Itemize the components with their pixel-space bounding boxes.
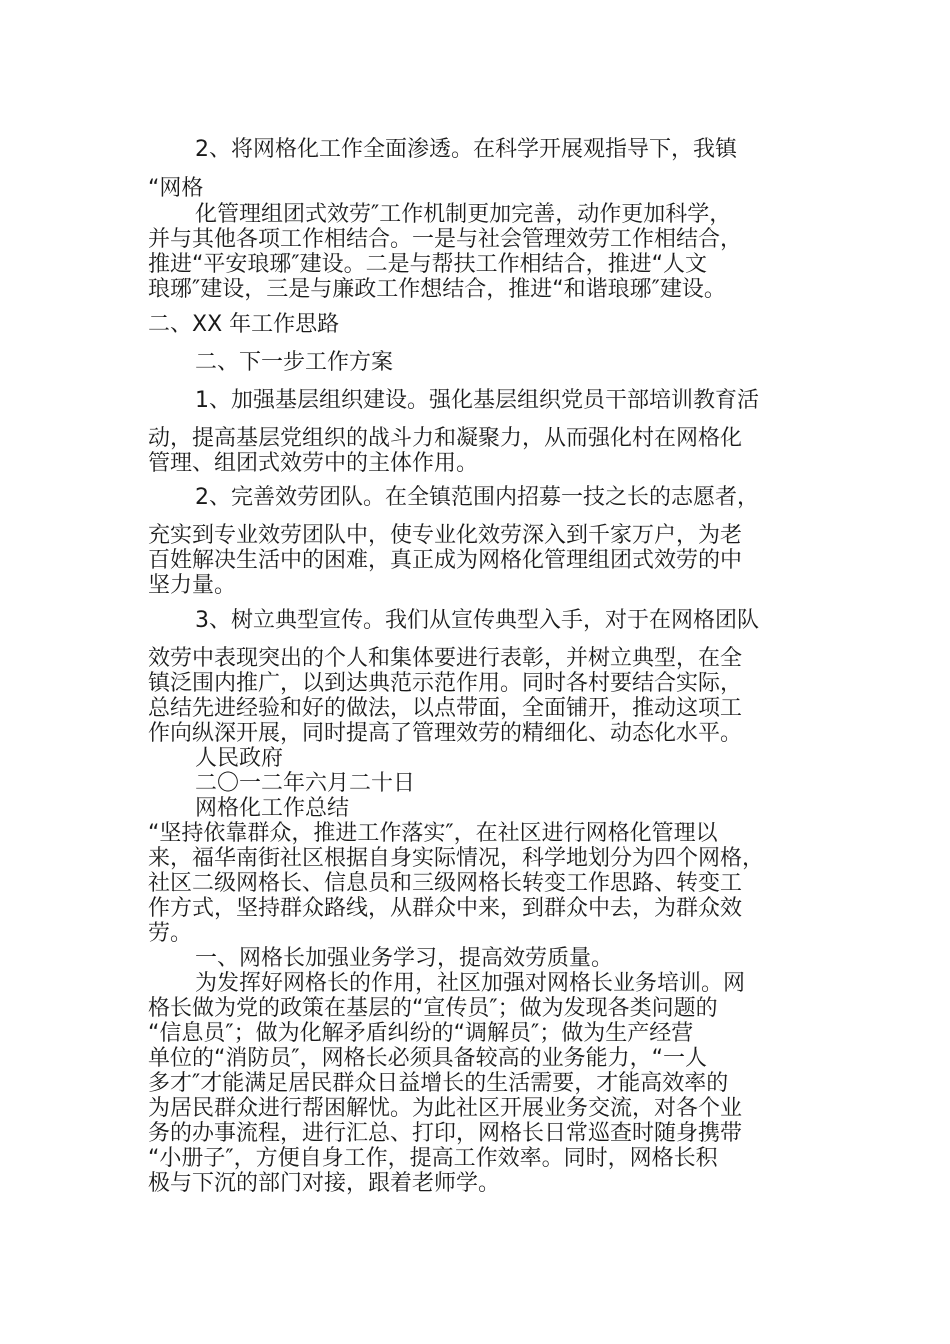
paragraph-2-line: 并与其他各项工作相结合。一是与社会管理效劳工作相结合， (148, 227, 743, 252)
section-1-line: “信息员″；做为化解矛盾纠纷的“调解员″；做为生产经营 (148, 1021, 694, 1046)
paragraph-2-line: 化管理组团式效劳″工作机制更加完善，动作更加科学， (195, 202, 732, 227)
item-3-line: 总结先进经验和好的做法，以点带面，全面铺开，推动这项工 (148, 696, 743, 721)
signature-government: 人民政府 (195, 746, 284, 771)
item-2-line: 坚力量。 (148, 573, 237, 598)
paragraph-2-line: 推进“平安琅琊″建设。二是与帮扶工作相结合，推进“人文 (148, 252, 708, 277)
item-3-line: 效劳中表现突出的个人和集体要进行表彰，并树立典型，在全 (148, 646, 743, 671)
section-1-line: “小册子″，方便自身工作，提高工作效率。同时，网格长积 (148, 1146, 718, 1171)
section-1-line: 为发挥好网格长的作用，社区加强对网格长业务培训。网 (195, 971, 746, 996)
summary-title: 网格化工作总结 (195, 796, 350, 821)
section-1-line: 多才″才能满足居民群众日益增长的生活需要，才能高效率的 (148, 1071, 729, 1096)
section-1-heading: 一、网格长加强业务学习，提高效劳质量。 (195, 946, 614, 971)
summary-line: 来，福华南街社区根据自身实际情况，科学地划分为四个网格， (148, 846, 765, 871)
item-3-first-line: 3、树立典型宣传。我们从宣传典型入手，对于在网格团队 (195, 608, 759, 633)
item-1-line: 动，提高基层党组织的战斗力和凝聚力，从而强化村在网格化 (148, 426, 743, 451)
item-2-first-line: 2、完善效劳团队。在全镇范围内招募一技之长的志愿者， (195, 485, 759, 510)
heading-work-plan: 二、XX 年工作思路 (148, 312, 340, 337)
section-1-line: 单位的“消防员″，网格长必须具备较高的业务能力，“一人 (148, 1046, 708, 1071)
paragraph-2-line: 琅琊″建设，三是与廉政工作想结合，推进“和谐琅琊″建设。 (148, 277, 726, 302)
summary-line: 作方式，坚持群众路线，从群众中来，到群众中去，为群众效 (148, 896, 743, 921)
paragraph-2-first-line: 2、将网格化工作全面渗透。在科学开展观指导下，我镇 (195, 137, 737, 162)
item-3-line: 镇泛围内推广，以到达典范示范作用。同时各村要结合实际， (148, 671, 743, 696)
item-1-first-line: 1、加强基层组织建设。强化基层组织党员干部培训教育活 (195, 388, 759, 413)
summary-line: 社区二级网格长、信息员和三级网格长转变工作思路、转变工 (148, 871, 743, 896)
section-1-line: 极与下沉的部门对接，跟着老师学。 (148, 1171, 501, 1196)
section-1-line: 务的办事流程，进行汇总、打印，网格长日常巡查时随身携带 (148, 1121, 743, 1146)
item-1-line: 管理、组团式效劳中的主体作用。 (148, 451, 479, 476)
subheading-next-steps: 二、下一步工作方案 (195, 350, 394, 375)
item-3-line: 作向纵深开展，同时提高了管理效劳的精细化、动态化水平。 (148, 721, 743, 746)
item-2-line: 百姓解决生活中的困难，真正成为网格化管理组团式效劳的中 (148, 548, 743, 573)
section-1-line: 格长做为党的政策在基层的“宣传员″；做为发现各类问题的 (148, 996, 718, 1021)
document-date: 二〇一二年六月二十日 (195, 771, 416, 796)
section-1-line: 为居民群众进行帮困解忧。为此社区开展业务交流，对各个业 (148, 1096, 743, 1121)
summary-line: 劳。 (148, 921, 193, 946)
paragraph-2-quote-line: “网格 (148, 176, 204, 201)
summary-line: “坚持依靠群众，推进工作落实″，在社区进行网格化管理以 (148, 821, 718, 846)
item-2-line: 充实到专业效劳团队中，使专业化效劳深入到千家万户，为老 (148, 523, 743, 548)
